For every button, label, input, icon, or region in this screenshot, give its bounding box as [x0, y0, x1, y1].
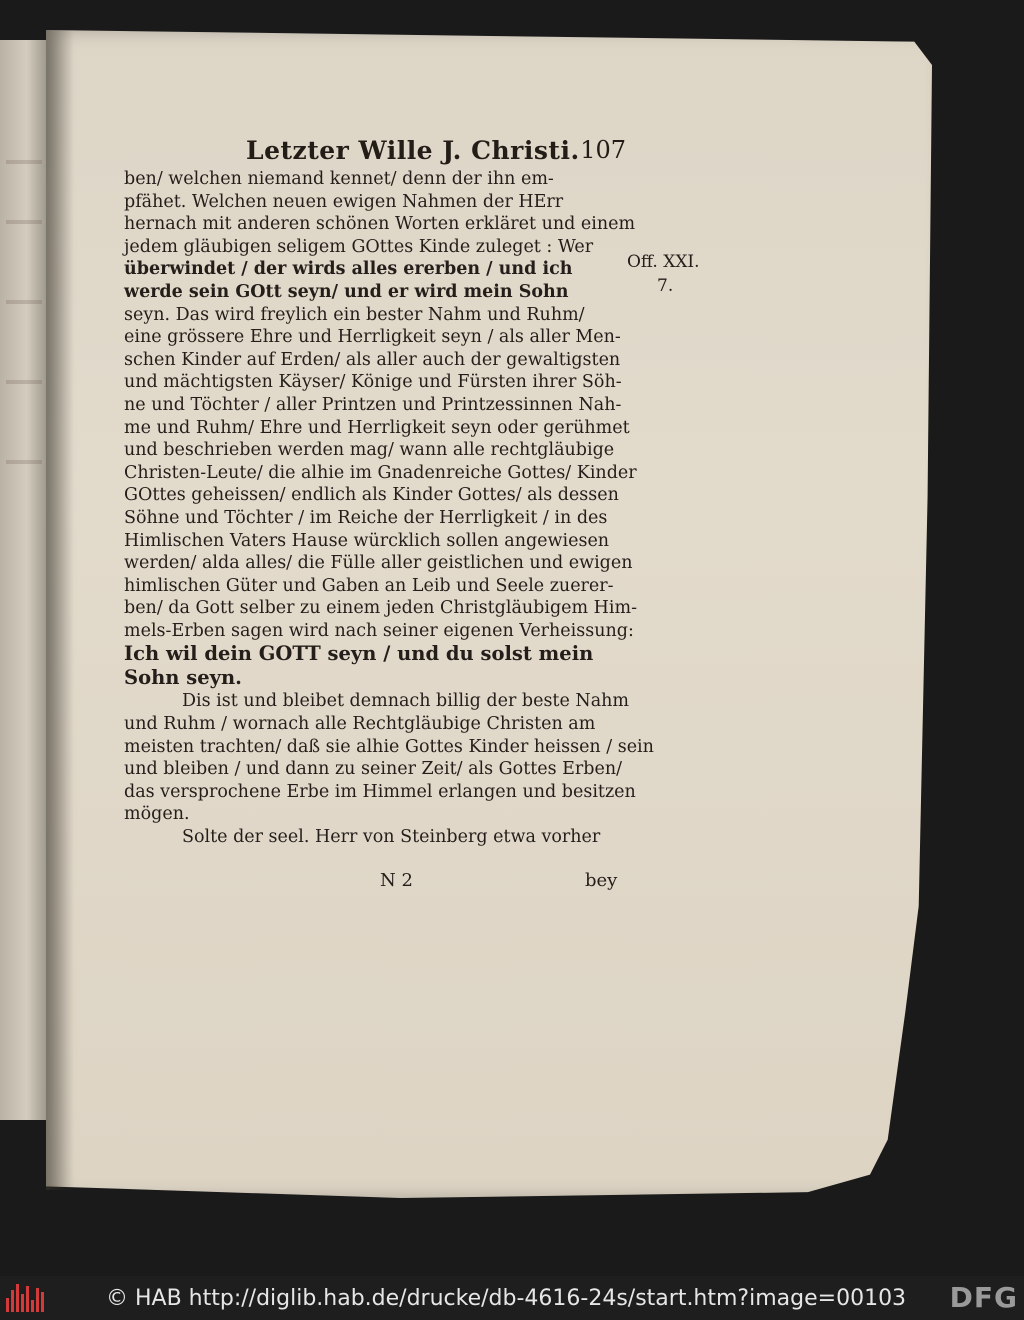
text-line: me und Ruhm/ Ehre und Herrligkeit seyn oder gerühmet — [124, 417, 630, 438]
running-title: Letzter Wille J. Christi. — [246, 136, 580, 165]
text-line: ne und Töchter / aller Printzen und Printzessinnen Nah- — [124, 394, 622, 415]
text-line: schen Kinder auf Erden/ als aller auch der gewaltigsten — [124, 349, 621, 370]
catchword: bey — [585, 870, 618, 891]
footer-bar — [0, 1276, 1024, 1320]
body-text — [124, 168, 654, 849]
text-line: Ich wil dein GOTT seyn / und du solst mein — [124, 642, 594, 666]
text-line: und beschrieben werden mag/ wann alle rechtgläubige — [124, 440, 615, 461]
text-line: werde sein GOtt seyn/ und er wird mein Sohn — [124, 281, 569, 302]
text-line: Christen-Leute/ die alhie im Gnadenreiche Gottes/ Kinder — [124, 462, 637, 483]
page-gutter-shadow — [46, 30, 74, 1190]
hab-logo-icon — [6, 1284, 46, 1312]
page-header — [246, 136, 626, 170]
text-line: und Ruhm / wornach alle Rechtgläubige Christen am — [124, 714, 596, 735]
text-line: ben/ da Gott selber zu einem jeden Christgläubigem Him- — [124, 598, 638, 619]
text-line: mögen. — [124, 804, 190, 825]
text-line: meisten trachten/ daß sie alhie Gottes Kinder heissen / sein — [124, 736, 654, 757]
text-line: jedem gläubigen seligem GOttes Kinde zuleget : Wer — [124, 236, 594, 257]
signature-mark: N 2 — [380, 870, 413, 891]
text-line: ben/ welchen niemand kennet/ denn der ihn em- — [124, 169, 554, 189]
previous-page-edge — [0, 40, 48, 1120]
text-line: und mächtigsten Käyser/ Könige und Fürsten ihrer Söh- — [124, 372, 622, 393]
text-line: hernach mit anderen schönen Worten erkläret und einem — [124, 214, 636, 235]
text-line: Solte der seel. Herr von Steinberg etwa vorher — [182, 827, 601, 848]
text-line: Dis ist und bleibet demnach billig der beste Nahm — [182, 691, 629, 712]
text-line: Himlischen Vaters Hause würcklich sollen angewiesen — [124, 530, 610, 551]
text-line: und bleiben / und dann zu seiner Zeit/ als Gottes Erben/ — [124, 759, 623, 780]
copyright-link[interactable]: © HAB http://diglib.hab.de/drucke/db-4616-24s/start.htm?image=00103 — [106, 1286, 907, 1311]
margin-note-verse: 7. — [657, 276, 674, 296]
text-line: eine grössere Ehre und Herrligkeit seyn / als aller Men- — [124, 327, 621, 348]
text-line: himlischen Güter und Gaben an Leib und Seele zuerer- — [124, 575, 614, 596]
text-line: werden/ alda alles/ die Fülle aller geistlichen und ewigen — [124, 553, 633, 574]
margin-note-ref: Off. XXI. — [627, 252, 700, 272]
margin-note — [627, 250, 717, 298]
text-line: mels-Erben sagen wird nach seiner eigenen Verheissung: — [124, 620, 634, 641]
text-line: pfähet. Welchen neuen ewigen Nahmen der HErr — [124, 191, 564, 212]
text-line: GOttes geheissen/ endlich als Kinder Gottes/ als dessen — [124, 485, 619, 506]
text-line: seyn. Das wird freylich ein bester Nahm und Ruhm/ — [124, 304, 585, 325]
text-line: Söhne und Töchter / im Reiche der Herrligkeit / in des — [124, 507, 608, 528]
text-line: überwindet / der wirds alles ererben / und ich — [124, 259, 573, 280]
dfg-logo: DFG — [949, 1281, 1018, 1314]
page-number: 107 — [580, 136, 626, 164]
text-line: das versprochene Erbe im Himmel erlangen und besitzen — [124, 781, 636, 802]
text-line: Sohn seyn. — [124, 666, 242, 690]
